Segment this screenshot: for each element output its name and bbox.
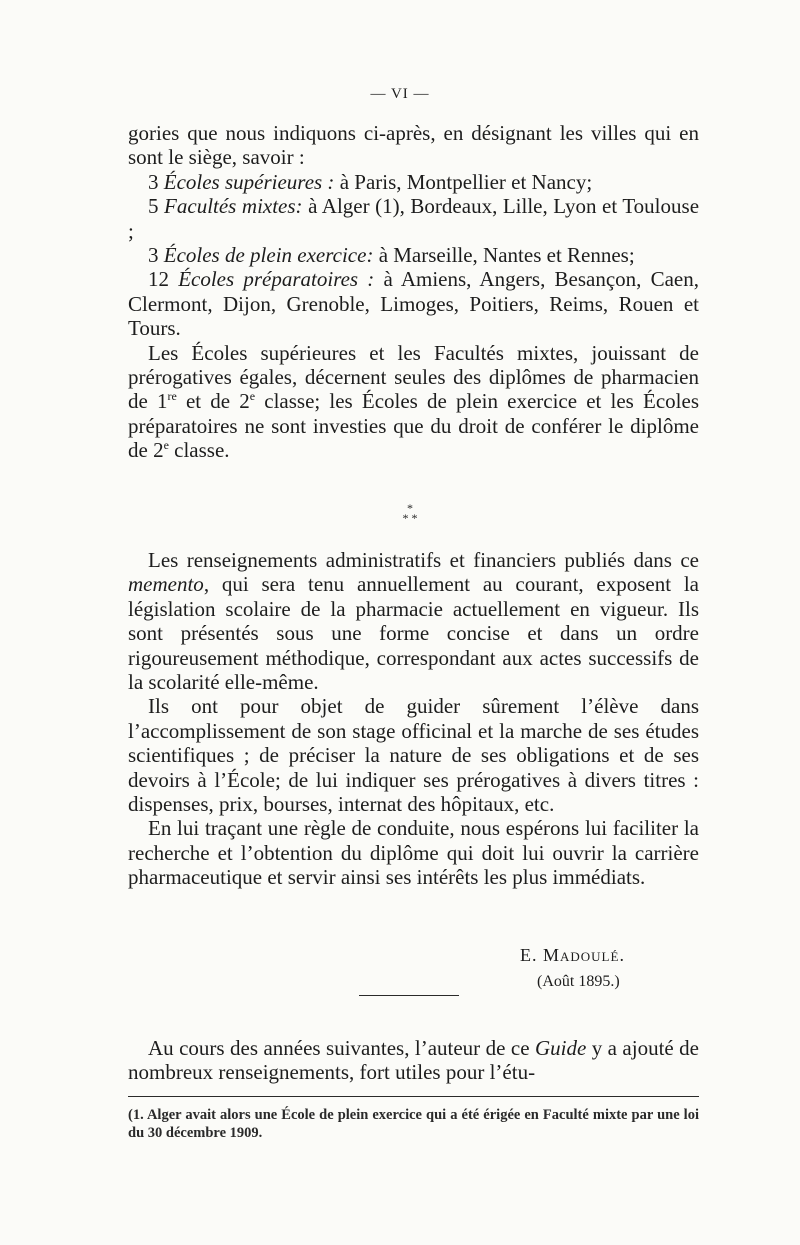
later-emphasis: Guide — [534, 1036, 587, 1060]
separator-stars: * * — [402, 511, 418, 525]
memento-text: Les renseignements administratifs et financiers publiés dans ce — [148, 548, 699, 572]
section-separator — [390, 503, 430, 523]
conclusion-paragraph — [128, 816, 699, 889]
footnote: (1. Alger avait alors une École de plein exercice qui a été érigée en Faculté mixte par une loi du 30 décembre 1909. — [128, 1107, 699, 1141]
school-category: Facultés mixtes: — [164, 194, 303, 219]
author-signature — [520, 945, 625, 966]
memento-paragraph — [128, 548, 699, 694]
diploma-text: classe; les Écoles de plein exercice et les Écoles préparatoires ne sont investies que du droit de conférer le diplôme de 2 — [128, 389, 699, 463]
school-count: 5 — [148, 194, 159, 219]
separator-star: * — [407, 501, 413, 515]
school-category: Écoles de plein exercice: — [163, 243, 374, 268]
page-number: — VI — — [370, 86, 430, 102]
ordinal-superscript: e — [163, 438, 169, 453]
school-category: Écoles préparatoires : — [178, 267, 375, 292]
author-initial: E. — [520, 945, 543, 965]
school-cities: à Marseille, Nantes et Rennes; — [373, 243, 635, 268]
school-list-item — [128, 243, 699, 267]
author-name: Madoulé. — [543, 945, 625, 965]
conclusion-text: En lui traçant une règle de conduite, nous espérons lui faciliter la recherche et l’obtention du diplôme qui doit lui ouvrir la carrière pharmaceutique et servir ainsi ses intérêts les plus immédiats. — [128, 816, 699, 890]
school-list-item — [128, 194, 699, 243]
school-count: 3 — [148, 169, 159, 194]
school-count: 12 — [148, 267, 169, 292]
school-list-item — [128, 170, 699, 194]
intro-text: gories que nous indiquons ci-après, en désignant les villes qui en sont le siège, savoir : — [128, 121, 699, 170]
section-rule — [359, 995, 459, 996]
school-cities: à Alger (1), Bordeaux, Lille, Lyon et Toulouse ; — [128, 194, 700, 243]
diploma-paragraph — [128, 341, 699, 463]
ordinal-superscript: re — [167, 389, 177, 404]
intro-paragraph — [128, 121, 699, 170]
later-text: Au cours des années suivantes, l’auteur de ce — [148, 1036, 535, 1060]
memento-emphasis: memento — [128, 572, 204, 597]
intro-section — [128, 121, 699, 463]
school-cities: à Amiens, Angers, Besançon, Caen, Clermont, Dijon, Grenoble, Limoges, Poitiers, Reims, Rouen et Tours. — [128, 267, 700, 341]
objective-paragraph — [128, 694, 699, 816]
footnote-rule — [128, 1096, 699, 1097]
diploma-text: classe. — [168, 438, 230, 463]
signature-date: (Août 1895.) — [537, 973, 620, 990]
later-section — [128, 1036, 699, 1085]
diploma-text: Les Écoles supérieures et les Facultés mixtes, jouissant de prérogatives égales, décernent seules des diplômes de pharmacien de 1 — [128, 340, 699, 414]
school-category: Écoles supérieures : — [163, 169, 335, 194]
objective-text: Ils ont pour objet de guider sûrement l’élève dans l’accomplissement de son stage officinal et la marche de ses études scientifiques ; de préciser la nature de ses obligations et de ses devoirs à l’École; de lui indiquer ses prérogatives à divers titres : dispenses, prix, bourses, internat des hôpitaux, etc. — [128, 694, 699, 817]
school-list-item — [128, 267, 699, 340]
memento-text: , qui sera tenu annuellement au courant, exposent la législation scolaire de la pharmacie actuellement en vigueur. Ils sont présentés sous une forme concise et dans un ordre rigoureusement méthodique, correspondant aux actes successifs de la scolarité elle-même. — [128, 572, 699, 695]
later-text: y a ajouté de nombreux renseignements, fort utiles pour l’étu- — [128, 1036, 700, 1085]
school-count: 3 — [148, 243, 159, 268]
diploma-text: et de 2 — [176, 389, 250, 414]
ordinal-superscript: e — [249, 389, 256, 404]
later-paragraph — [128, 1036, 699, 1085]
school-cities: à Paris, Montpellier et Nancy; — [334, 169, 593, 194]
memento-section — [128, 548, 699, 890]
